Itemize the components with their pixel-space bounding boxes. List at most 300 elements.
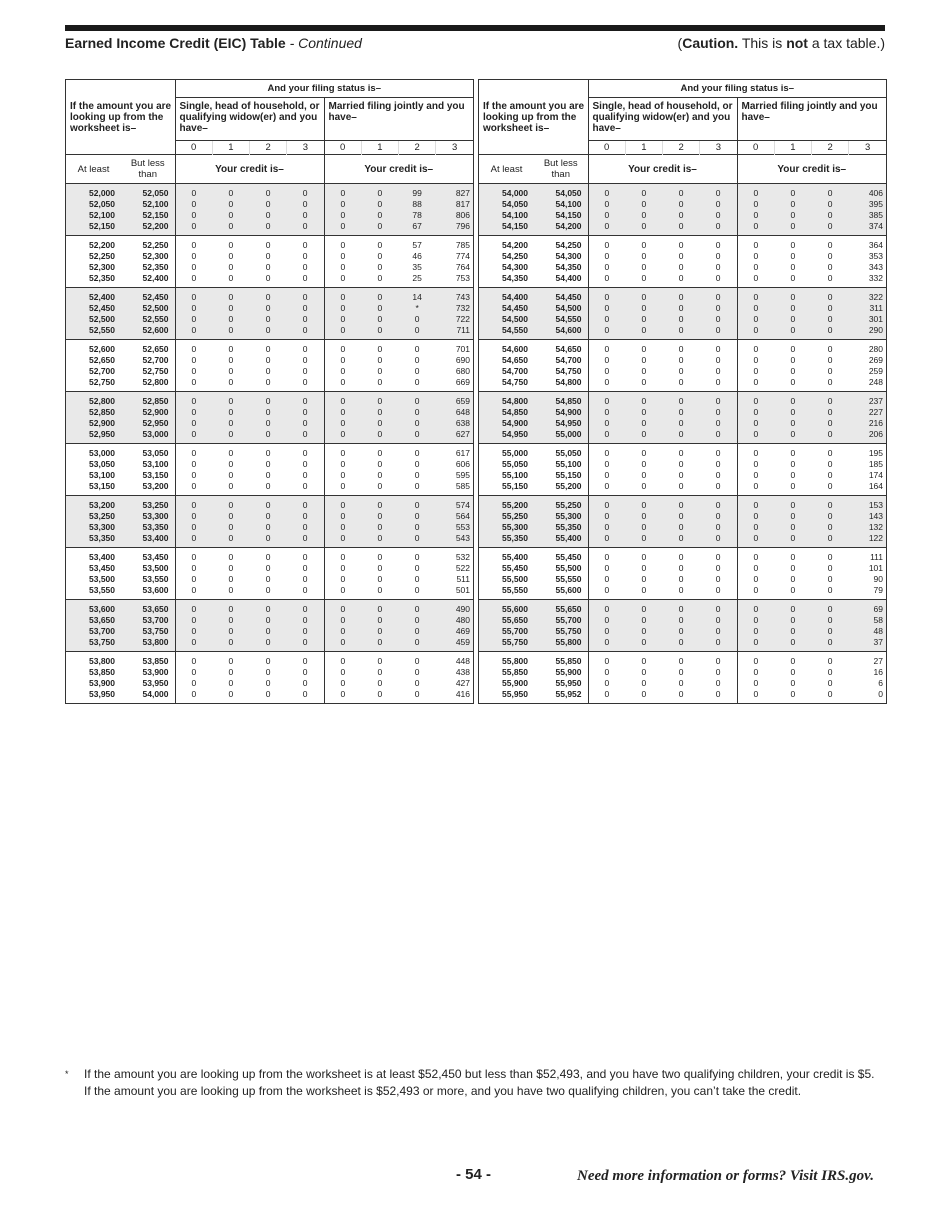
at-least-cell: 52,200 bbox=[89, 240, 115, 250]
credit-cell: 0 bbox=[191, 355, 197, 365]
credit-cell: 0 bbox=[588, 626, 625, 637]
at-least-cell: 52,450 bbox=[66, 303, 121, 314]
at-least-cell: 52,900 bbox=[66, 418, 121, 429]
credit-cell: 0 bbox=[625, 429, 662, 444]
credit-cell: 0 bbox=[737, 210, 774, 221]
credit-cell: 0 bbox=[191, 240, 197, 250]
credit-cell: 0 bbox=[212, 511, 249, 522]
credit-cell: 0 bbox=[250, 429, 287, 444]
credit-cell: 0 bbox=[287, 407, 324, 418]
single-group-heading: Single, head of household, or qualifying widow(er) and you have– bbox=[179, 101, 320, 134]
credit-cell: 0 bbox=[774, 184, 811, 200]
table-row bbox=[66, 429, 473, 444]
table-row bbox=[66, 314, 473, 325]
credit-cell: 364 bbox=[868, 240, 883, 250]
table-row bbox=[66, 355, 473, 366]
but-less-cell: 55,900 bbox=[534, 667, 588, 678]
credit-cell: 0 bbox=[625, 288, 662, 304]
credit-cell: 0 bbox=[604, 563, 610, 573]
credit-cell: 0 bbox=[361, 429, 398, 444]
credit-cell: 0 bbox=[812, 184, 849, 200]
credit-cell: 385 bbox=[849, 210, 886, 221]
credit-cell: 0 bbox=[700, 496, 737, 512]
credit-cell: 0 bbox=[812, 615, 849, 626]
credit-cell: 0 bbox=[340, 574, 346, 584]
credit-cell: 0 bbox=[700, 314, 737, 325]
credit-cell: 0 bbox=[737, 429, 774, 444]
credit-cell: 0 bbox=[399, 615, 436, 626]
credit-cell: 0 bbox=[340, 459, 346, 469]
credit-cell: 0 bbox=[827, 470, 833, 480]
credit-cell: 0 bbox=[361, 210, 398, 221]
credit-cell: 827 bbox=[436, 184, 473, 200]
credit-cell: 0 bbox=[377, 552, 383, 562]
credit-cell: 0 bbox=[287, 574, 324, 585]
credit-cell: 0 bbox=[827, 667, 833, 677]
credit-cell: 0 bbox=[340, 689, 346, 699]
credit-cell: 0 bbox=[361, 418, 398, 429]
credit-cell: 0 bbox=[212, 314, 249, 325]
table-row bbox=[66, 667, 473, 678]
credit-cell: 0 bbox=[700, 377, 737, 392]
table-row bbox=[479, 377, 886, 392]
credit-cell: 46 bbox=[412, 251, 422, 261]
credit-cell: 0 bbox=[287, 377, 324, 392]
table-row bbox=[66, 199, 473, 210]
credit-cell: 0 bbox=[827, 366, 833, 376]
but-less-cell: 52,400 bbox=[121, 273, 175, 288]
credit-cell: 0 bbox=[790, 552, 796, 562]
credit-cell: 0 bbox=[753, 689, 759, 699]
credit-cell: 290 bbox=[849, 325, 886, 340]
credit-cell: 0 bbox=[753, 344, 759, 354]
credit-cell: 343 bbox=[868, 262, 883, 272]
but-less-cell: 54,550 bbox=[534, 314, 588, 325]
at-least-cell: 53,850 bbox=[89, 667, 115, 677]
credit-cell: 0 bbox=[700, 210, 737, 221]
but-less-cell: 53,700 bbox=[121, 615, 175, 626]
table-row bbox=[66, 563, 473, 574]
table-row bbox=[479, 574, 886, 585]
credit-cell: 0 bbox=[399, 533, 436, 548]
but-less-cell: 52,850 bbox=[121, 392, 175, 408]
credit-cell: 0 bbox=[737, 511, 774, 522]
credit-cell: 0 bbox=[737, 184, 774, 200]
credit-cell: 0 bbox=[361, 303, 398, 314]
credit-cell: 0 bbox=[827, 355, 833, 365]
credit-cell: 0 bbox=[361, 496, 398, 512]
credit-cell: 0 bbox=[377, 240, 383, 250]
table-row bbox=[66, 481, 473, 496]
credit-cell: 0 bbox=[663, 637, 700, 652]
table-row bbox=[479, 626, 886, 637]
table-row bbox=[479, 615, 886, 626]
but-less-cell: 53,600 bbox=[121, 585, 175, 600]
table-row bbox=[479, 429, 886, 444]
page-header bbox=[65, 35, 885, 51]
credit-cell: 0 bbox=[737, 418, 774, 429]
credit-cell: 0 bbox=[737, 221, 774, 236]
children-count: 1 bbox=[625, 141, 662, 155]
credit-cell: 0 bbox=[678, 240, 684, 250]
credit-cell: 206 bbox=[849, 429, 886, 444]
credit-cell: 817 bbox=[436, 199, 473, 210]
filing-status-heading: And your filing status is– bbox=[588, 80, 886, 98]
at-least-cell: 54,950 bbox=[479, 429, 534, 444]
credit-cell: 259 bbox=[868, 366, 883, 376]
credit-cell: 0 bbox=[340, 552, 346, 562]
credit-cell: 0 bbox=[287, 637, 324, 652]
credit-cell: 0 bbox=[827, 262, 833, 272]
credit-cell: 0 bbox=[324, 585, 361, 600]
credit-cell: 0 bbox=[663, 522, 700, 533]
credit-cell: 0 bbox=[399, 626, 436, 637]
credit-cell: 0 bbox=[700, 637, 737, 652]
table-row bbox=[66, 637, 473, 652]
credit-cell: 0 bbox=[377, 470, 383, 480]
credit-cell: 0 bbox=[175, 288, 212, 304]
credit-cell: 0 bbox=[604, 251, 610, 261]
credit-cell: 0 bbox=[212, 407, 249, 418]
credit-cell: 0 bbox=[175, 481, 212, 496]
credit-cell: 0 bbox=[265, 563, 271, 573]
but-less-cell: 54,650 bbox=[534, 340, 588, 356]
at-least-cell: 54,100 bbox=[479, 210, 534, 221]
but-less-cell: 52,100 bbox=[121, 199, 175, 210]
children-count: 1 bbox=[361, 141, 398, 155]
credit-cell: 0 bbox=[625, 496, 662, 512]
credit-cell: 90 bbox=[873, 574, 883, 584]
table-row bbox=[66, 407, 473, 418]
but-less-cell: 55,250 bbox=[534, 496, 588, 512]
credit-cell: 0 bbox=[700, 522, 737, 533]
credit-cell: 0 bbox=[399, 511, 436, 522]
footnote-line: If the amount you are looking up from the worksheet is at least $52,450 but less than $52,493, and you have two qualifying children, your credit is $5. bbox=[84, 1067, 875, 1081]
credit-cell: 0 bbox=[790, 459, 796, 469]
credit-cell: 0 bbox=[641, 262, 647, 272]
eic-table-left bbox=[65, 79, 474, 704]
credit-cell: 0 bbox=[250, 637, 287, 652]
table-row bbox=[479, 236, 886, 252]
credit-cell: 0 bbox=[324, 407, 361, 418]
credit-cell: 0 bbox=[414, 448, 420, 458]
credit-cell: 0 bbox=[812, 533, 849, 548]
credit-cell: 111 bbox=[870, 552, 883, 562]
but-less-cell: 54,250 bbox=[534, 236, 588, 252]
table-row bbox=[66, 303, 473, 314]
credit-cell: 0 bbox=[678, 448, 684, 458]
credit-cell: 0 bbox=[812, 511, 849, 522]
credit-cell: 0 bbox=[588, 303, 625, 314]
page-number: - 54 - bbox=[456, 1166, 492, 1183]
credit-cell: 0 bbox=[663, 184, 700, 200]
children-count: 2 bbox=[812, 141, 849, 155]
credit-cell: 0 bbox=[663, 210, 700, 221]
credit-cell: 0 bbox=[625, 615, 662, 626]
credit-cell: 164 bbox=[849, 481, 886, 496]
credit-cell: 0 bbox=[287, 615, 324, 626]
credit-cell: 0 bbox=[678, 366, 684, 376]
credit-cell: 0 bbox=[287, 481, 324, 496]
credit-cell: 0 bbox=[287, 652, 324, 668]
credit-cell: 0 bbox=[663, 199, 700, 210]
credit-cell: 595 bbox=[455, 470, 470, 480]
credit-cell: 0 bbox=[414, 574, 420, 584]
credit-cell: 6 bbox=[878, 678, 883, 688]
credit-cell: 0 bbox=[250, 522, 287, 533]
credit-heading: Your credit is– bbox=[324, 155, 473, 184]
table-row bbox=[479, 303, 886, 314]
credit-cell: 0 bbox=[399, 522, 436, 533]
credit-cell: 0 bbox=[663, 600, 700, 616]
credit-cell: 0 bbox=[324, 637, 361, 652]
caution-note: (Caution. This is not a tax table.) bbox=[677, 35, 885, 51]
table-row bbox=[479, 355, 886, 366]
credit-cell: 753 bbox=[436, 273, 473, 288]
credit-cell: 48 bbox=[849, 626, 886, 637]
table-row bbox=[66, 325, 473, 340]
but-less-cell: 54,800 bbox=[534, 377, 588, 392]
credit-cell: 0 bbox=[641, 552, 647, 562]
credit-cell: 14 bbox=[399, 288, 436, 304]
credit-cell: 0 bbox=[625, 377, 662, 392]
credit-cell: 0 bbox=[191, 689, 197, 699]
credit-cell: 237 bbox=[849, 392, 886, 408]
but-less-cell: 52,550 bbox=[121, 314, 175, 325]
at-least-cell: 52,850 bbox=[66, 407, 121, 418]
credit-cell: 67 bbox=[399, 221, 436, 236]
credit-cell: 0 bbox=[753, 656, 759, 666]
credit-cell: 0 bbox=[625, 314, 662, 325]
credit-cell: 0 bbox=[812, 626, 849, 637]
credit-cell: 0 bbox=[399, 637, 436, 652]
credit-cell: 0 bbox=[790, 470, 796, 480]
at-least-cell: 54,150 bbox=[479, 221, 534, 236]
credit-cell: 522 bbox=[455, 563, 470, 573]
credit-cell: 0 bbox=[641, 240, 647, 250]
at-least-cell: 55,050 bbox=[502, 459, 528, 469]
credit-cell: 0 bbox=[663, 314, 700, 325]
credit-cell: 0 bbox=[287, 340, 324, 356]
but-less-cell: 53,750 bbox=[121, 626, 175, 637]
credit-cell: 585 bbox=[436, 481, 473, 496]
at-least-cell: 55,550 bbox=[479, 585, 534, 600]
credit-cell: 0 bbox=[753, 251, 759, 261]
children-count: 3 bbox=[700, 141, 737, 155]
credit-cell: 0 bbox=[604, 355, 610, 365]
credit-cell: 0 bbox=[250, 407, 287, 418]
credit-cell: 0 bbox=[324, 303, 361, 314]
at-least-cell: 53,900 bbox=[89, 678, 115, 688]
children-count: 2 bbox=[250, 141, 287, 155]
at-least-cell: 54,250 bbox=[502, 251, 528, 261]
credit-cell: 0 bbox=[287, 459, 324, 470]
but-less-cell: 55,600 bbox=[534, 585, 588, 600]
credit-cell: 0 bbox=[641, 563, 647, 573]
credit-cell: 0 bbox=[678, 355, 684, 365]
credit-cell: 0 bbox=[625, 533, 662, 548]
credit-cell: 0 bbox=[399, 600, 436, 616]
credit-cell: 58 bbox=[849, 615, 886, 626]
credit-cell: 0 bbox=[175, 314, 212, 325]
at-least-cell: 55,900 bbox=[502, 678, 528, 688]
credit-cell: 0 bbox=[604, 470, 610, 480]
credit-cell: 0 bbox=[324, 481, 361, 496]
table-row bbox=[479, 470, 886, 481]
but-less-cell: 52,950 bbox=[121, 418, 175, 429]
at-least-cell: 55,250 bbox=[479, 511, 534, 522]
lookup-heading: If the amount you are looking up from the worksheet is– bbox=[479, 98, 588, 155]
credit-cell: 0 bbox=[324, 325, 361, 340]
credit-cell: 0 bbox=[641, 667, 647, 677]
credit-cell: 0 bbox=[175, 407, 212, 418]
credit-cell: 0 bbox=[641, 689, 647, 699]
credit-cell: 0 bbox=[212, 199, 249, 210]
credit-cell: 25 bbox=[399, 273, 436, 288]
credit-cell: 0 bbox=[604, 366, 610, 376]
credit-cell: 0 bbox=[265, 459, 271, 469]
table-row bbox=[66, 262, 473, 273]
credit-cell: 0 bbox=[625, 325, 662, 340]
credit-cell: 0 bbox=[324, 392, 361, 408]
credit-cell: 0 bbox=[663, 626, 700, 637]
credit-cell: 764 bbox=[455, 262, 470, 272]
credit-cell: 0 bbox=[175, 429, 212, 444]
at-least-cell: 53,100 bbox=[89, 470, 115, 480]
credit-cell: 0 bbox=[191, 656, 197, 666]
table-row bbox=[66, 340, 473, 356]
credit-cell: 0 bbox=[228, 251, 234, 261]
credit-cell: 0 bbox=[625, 637, 662, 652]
credit-cell: 0 bbox=[753, 459, 759, 469]
table-row bbox=[479, 184, 886, 200]
credit-cell: 0 bbox=[399, 585, 436, 600]
credit-cell: 0 bbox=[287, 600, 324, 616]
credit-cell: 606 bbox=[455, 459, 470, 469]
credit-cell: 0 bbox=[753, 366, 759, 376]
credit-cell: 0 bbox=[753, 240, 759, 250]
credit-cell: 0 bbox=[604, 678, 610, 688]
at-least-cell: 53,950 bbox=[89, 689, 115, 699]
credit-cell: 0 bbox=[212, 522, 249, 533]
credit-cell: 0 bbox=[265, 656, 271, 666]
children-count: 3 bbox=[849, 141, 886, 155]
credit-cell: 0 bbox=[588, 273, 625, 288]
credit-cell: 0 bbox=[191, 366, 197, 376]
at-least-cell: 52,250 bbox=[89, 251, 115, 261]
table-row bbox=[479, 678, 886, 689]
credit-cell: 0 bbox=[212, 637, 249, 652]
credit-cell: 0 bbox=[588, 533, 625, 548]
table-row bbox=[479, 221, 886, 236]
credit-cell: 0 bbox=[175, 303, 212, 314]
credit-cell: 0 bbox=[700, 615, 737, 626]
credit-cell: 0 bbox=[700, 262, 737, 273]
credit-cell: 0 bbox=[228, 563, 234, 573]
at-least-cell: 53,350 bbox=[66, 533, 121, 548]
but-less-cell: 53,800 bbox=[121, 637, 175, 652]
credit-cell: 0 bbox=[604, 448, 610, 458]
credit-cell: 0 bbox=[191, 552, 197, 562]
credit-cell: 0 bbox=[737, 303, 774, 314]
credit-cell: 0 bbox=[641, 448, 647, 458]
credit-cell: 0 bbox=[700, 355, 737, 366]
but-less-cell: 52,200 bbox=[121, 221, 175, 236]
credit-cell: 0 bbox=[265, 470, 271, 480]
credit-cell: 0 bbox=[678, 574, 684, 584]
credit-cell: 0 bbox=[588, 210, 625, 221]
credit-cell: 0 bbox=[324, 522, 361, 533]
at-least-cell: 52,300 bbox=[89, 262, 115, 272]
credit-cell: 0 bbox=[287, 429, 324, 444]
credit-cell: 0 bbox=[228, 459, 234, 469]
credit-cell: 0 bbox=[774, 392, 811, 408]
credit-cell: 0 bbox=[737, 585, 774, 600]
credit-cell: 0 bbox=[377, 678, 383, 688]
credit-cell: 0 bbox=[191, 470, 197, 480]
credit-cell: 0 bbox=[399, 496, 436, 512]
credit-cell: 0 bbox=[774, 637, 811, 652]
table-row bbox=[66, 496, 473, 512]
credit-cell: 0 bbox=[588, 429, 625, 444]
table-row bbox=[66, 511, 473, 522]
credit-cell: 269 bbox=[868, 355, 883, 365]
credit-cell: 0 bbox=[588, 392, 625, 408]
credit-cell: 0 bbox=[361, 199, 398, 210]
credit-cell: 0 bbox=[265, 667, 271, 677]
credit-cell: 0 bbox=[212, 481, 249, 496]
credit-cell: 0 bbox=[250, 288, 287, 304]
married-group-heading: Married filing jointly and you have– bbox=[737, 98, 886, 141]
credit-cell: 0 bbox=[414, 366, 420, 376]
credit-cell: 0 bbox=[700, 574, 737, 585]
credit-cell: 0 bbox=[361, 221, 398, 236]
credit-cell: 532 bbox=[455, 552, 470, 562]
credit-cell: 722 bbox=[436, 314, 473, 325]
lookup-heading: If the amount you are looking up from the worksheet is– bbox=[66, 98, 175, 155]
credit-cell: 0 bbox=[700, 273, 737, 288]
married-group-heading: Married filing jointly and you have– bbox=[324, 98, 473, 141]
but-less-cell: 54,600 bbox=[534, 325, 588, 340]
credit-cell: 480 bbox=[436, 615, 473, 626]
credit-cell: 0 bbox=[790, 563, 796, 573]
footnote-line: If the amount you are looking up from the worksheet is $52,493 or more, and you have two qualifying children, you can’t take the credit. bbox=[84, 1084, 802, 1098]
table-row bbox=[66, 585, 473, 600]
credit-cell: 0 bbox=[287, 470, 324, 481]
credit-cell: 0 bbox=[774, 496, 811, 512]
footnote bbox=[84, 1066, 889, 1100]
credit-cell: 0 bbox=[663, 303, 700, 314]
credit-cell: 0 bbox=[324, 210, 361, 221]
more-info-link[interactable]: Need more information or forms? Visit IRS.gov. bbox=[577, 1168, 874, 1184]
at-least-cell: 55,650 bbox=[479, 615, 534, 626]
but-less-cell: 53,950 bbox=[121, 678, 175, 689]
credit-cell: 0 bbox=[700, 236, 737, 252]
credit-cell: 0 bbox=[700, 418, 737, 429]
but-less-cell: 52,450 bbox=[121, 288, 175, 304]
credit-cell: 0 bbox=[324, 314, 361, 325]
at-least-heading: At least bbox=[66, 155, 121, 184]
credit-cell: 0 bbox=[663, 392, 700, 408]
credit-cell: 0 bbox=[812, 288, 849, 304]
but-less-cell: 53,000 bbox=[121, 429, 175, 444]
credit-cell: 0 bbox=[737, 600, 774, 616]
but-less-heading: But less than bbox=[534, 155, 588, 184]
credit-cell: 0 bbox=[175, 325, 212, 340]
credit-cell: 311 bbox=[849, 303, 886, 314]
credit-cell: 0 bbox=[414, 678, 420, 688]
table-row bbox=[66, 184, 473, 200]
